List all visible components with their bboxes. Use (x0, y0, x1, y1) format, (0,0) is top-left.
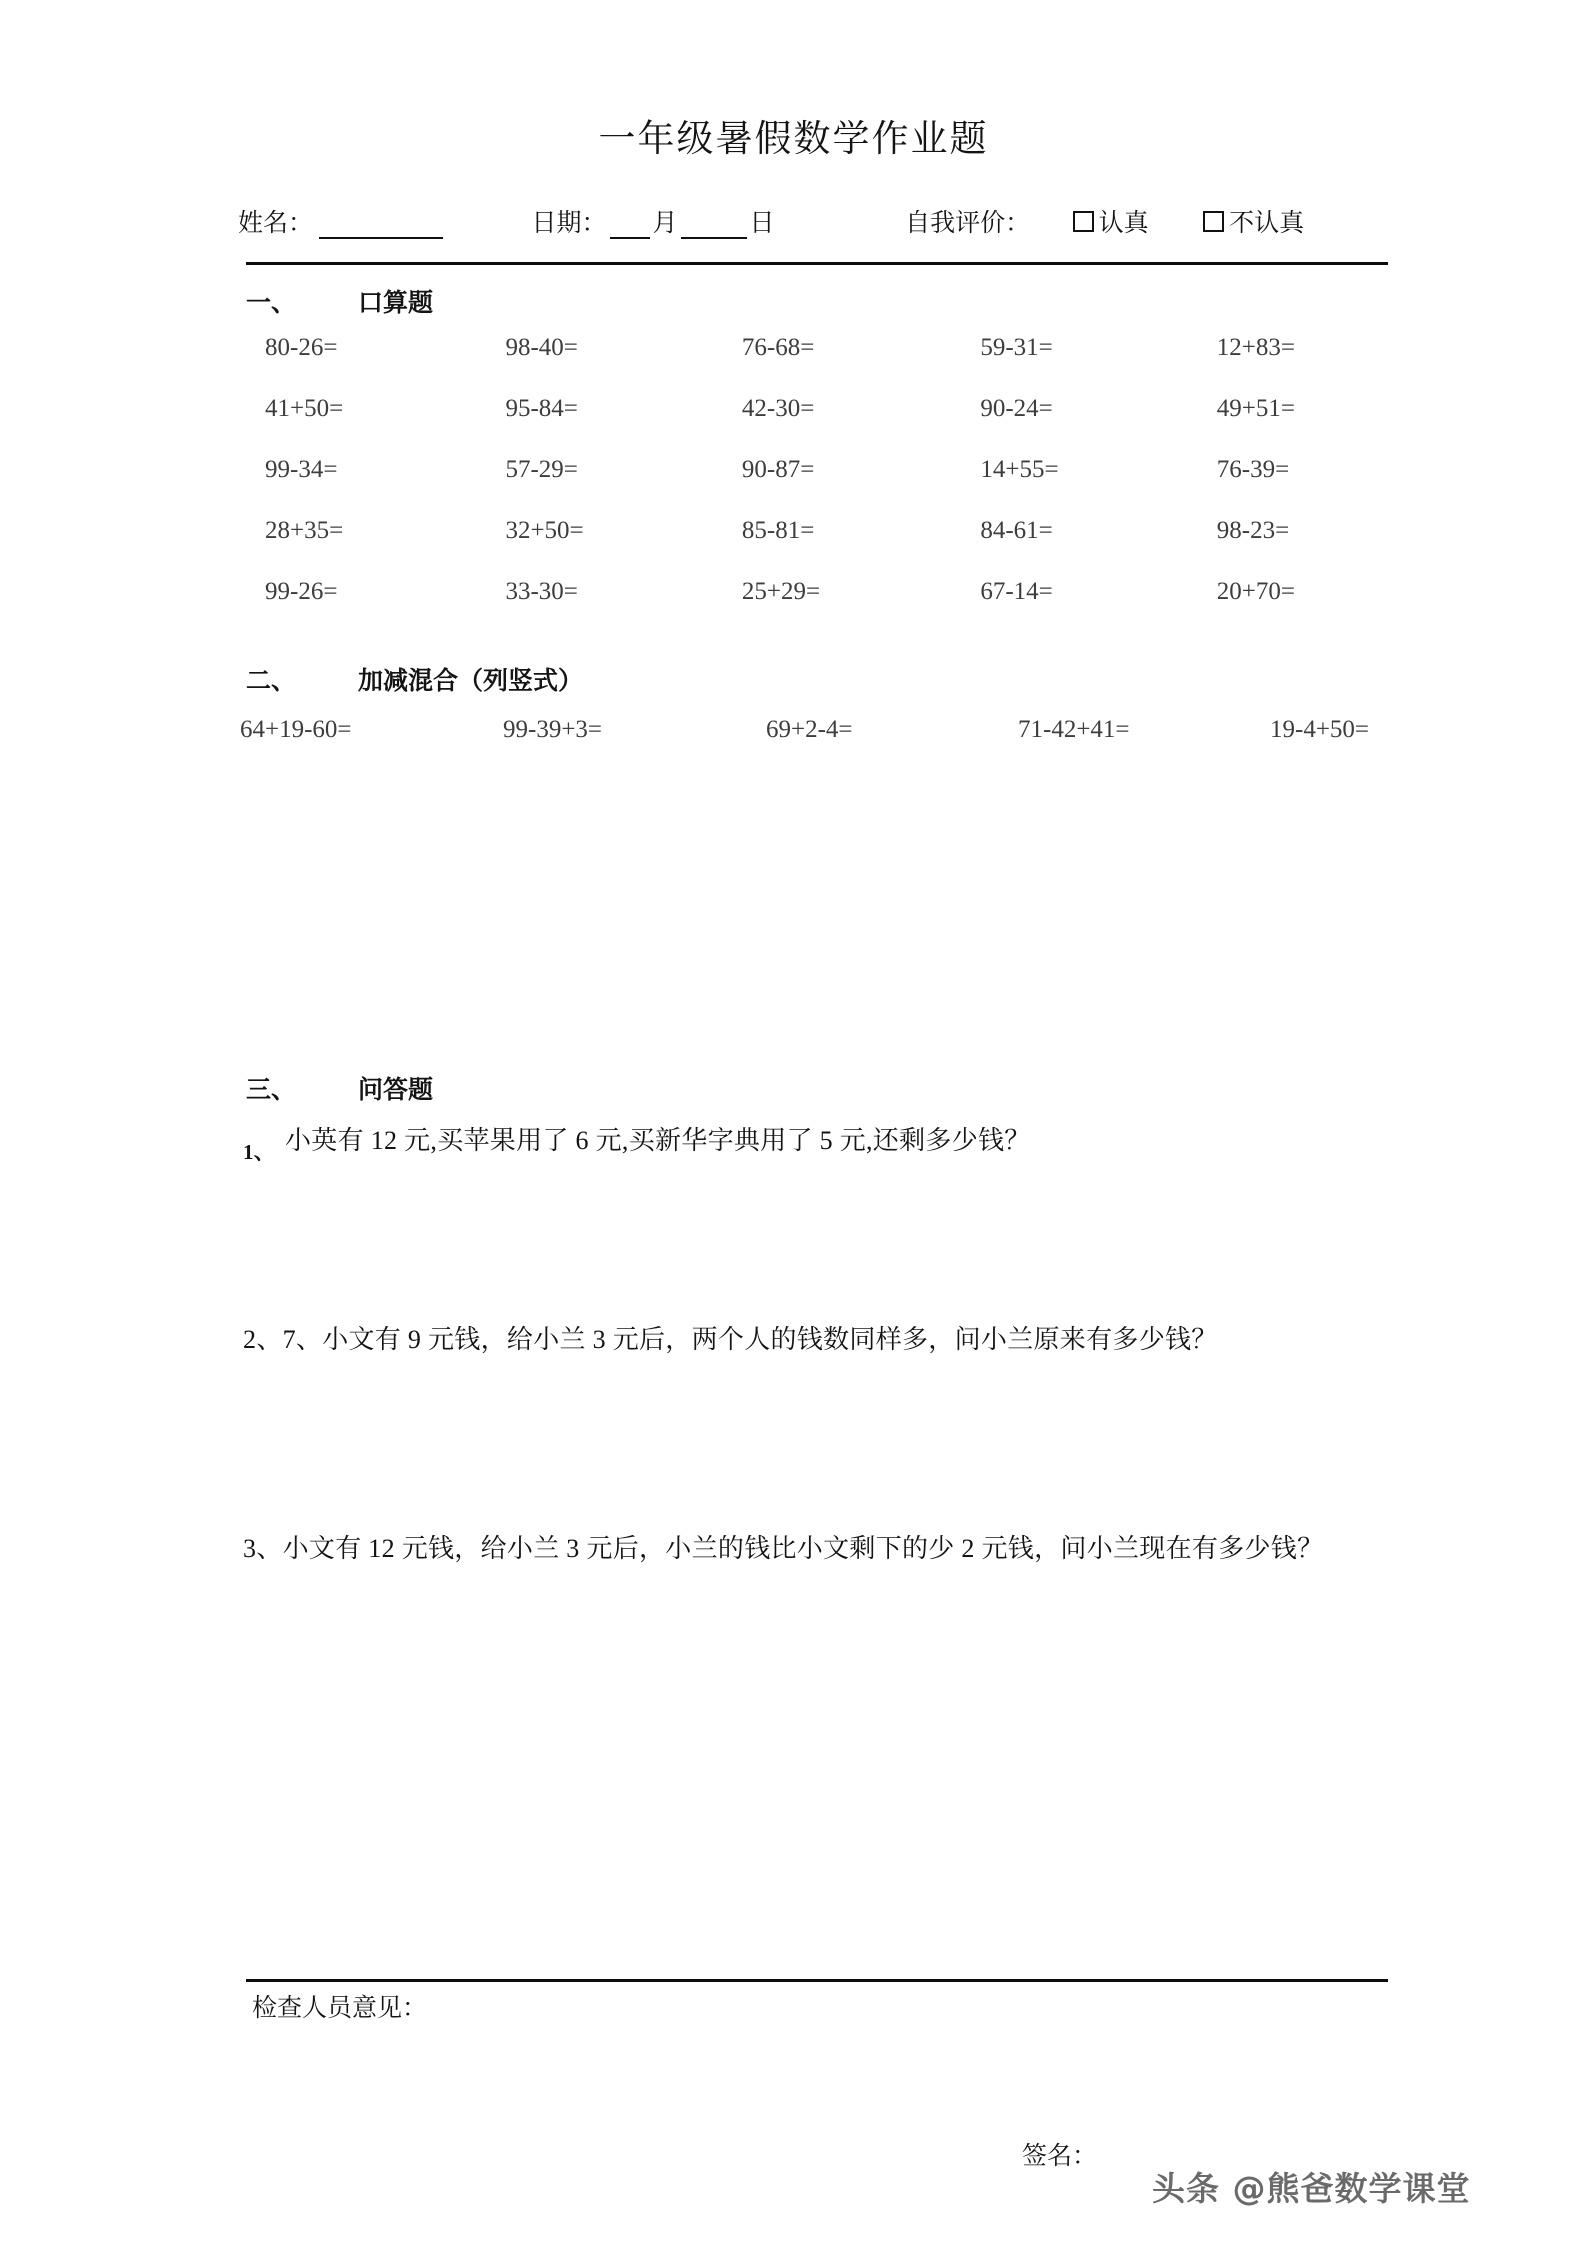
word-problem-1 (243, 1119, 1403, 1164)
checkbox-serious-icon[interactable] (1073, 211, 1094, 232)
mixed-problem: 64+19-60= (240, 716, 352, 743)
word-problem-2 (243, 1318, 1423, 1363)
word-problem-text: 3、小文有 12 元钱，给小兰 3 元后，小兰的钱比小文剩下的少 2 元钱，问小兰现在有多少钱？ (243, 1534, 1324, 1563)
oral-problem: 12+83= (1216, 334, 1295, 361)
option-serious-label: 认真 (1098, 210, 1149, 237)
mixed-problem: 69+2-4= (766, 716, 853, 743)
oral-problem: 98-40= (505, 334, 578, 361)
mixed-arithmetic-row (240, 716, 1390, 744)
oral-problem: 33-30= (505, 578, 578, 605)
header-divider (246, 262, 1388, 265)
oral-problem: 76-68= (741, 334, 815, 361)
oral-problem: 42-30= (741, 395, 815, 422)
date-label: 日期： (531, 210, 607, 237)
oral-arithmetic-grid (255, 334, 1295, 606)
section-heading-word-problems (246, 1070, 433, 1106)
name-label: 姓名： (238, 210, 314, 237)
watermark: 头条 @熊爸数学课堂 (1152, 2169, 1471, 2208)
oral-problem: 20+70= (1216, 578, 1295, 605)
checkbox-not-serious-icon[interactable] (1203, 211, 1224, 232)
oral-problem: 67-14= (980, 578, 1053, 605)
oral-problem: 99-26= (265, 578, 338, 605)
month-unit-label: 月 (652, 210, 678, 237)
oral-problem: 25+29= (741, 578, 821, 605)
option-not-serious-label: 不认真 (1229, 210, 1305, 237)
word-problem-index: 1、 (243, 1140, 276, 1164)
oral-problem: 90-87= (741, 456, 815, 483)
section-title: 加减混合（列竖式） (358, 668, 584, 695)
section-title: 口算题 (358, 290, 434, 317)
header-meta-row (238, 203, 1348, 239)
section-number: 二、 (246, 668, 297, 695)
oral-problem: 99-34= (265, 456, 338, 483)
oral-problem: 41+50= (265, 395, 344, 422)
mixed-problem: 99-39+3= (503, 716, 603, 743)
signature-label: 签名： (1022, 2143, 1098, 2170)
self-eval-label: 自我评价： (905, 210, 1031, 237)
oral-problem: 59-31= (980, 334, 1053, 361)
oral-problem: 32+50= (505, 517, 584, 544)
oral-problem: 95-84= (505, 395, 578, 422)
oral-problem: 57-29= (505, 456, 578, 483)
oral-problem: 90-24= (980, 395, 1053, 422)
month-input-line[interactable] (610, 218, 650, 239)
oral-problem: 80-26= (265, 334, 338, 361)
section-number: 一、 (246, 290, 297, 317)
oral-problem: 76-39= (1216, 456, 1290, 483)
oral-problem: 14+55= (980, 456, 1059, 483)
day-unit-label: 日 (749, 210, 775, 237)
mixed-problem: 19-4+50= (1270, 716, 1370, 743)
word-problem-text: 小英有 12 元,买苹果用了 6 元,买新华字典用了 5 元,还剩多少钱？ (285, 1126, 1031, 1155)
oral-problem: 28+35= (265, 517, 344, 544)
mixed-problem: 71-42+41= (1018, 716, 1130, 743)
checker-opinion-label: 检查人员意见： (252, 1995, 428, 2022)
section-heading-mixed (246, 661, 583, 697)
word-problem-3 (243, 1527, 1403, 1572)
page-title: 一年级暑假数学作业题 (598, 119, 989, 160)
footer-divider (246, 1979, 1388, 1982)
section-number: 三、 (246, 1077, 297, 1104)
word-problem-text: 2、7、小文有 9 元钱，给小兰 3 元后，两个人的钱数同样多，问小兰原来有多少钱？ (243, 1325, 1218, 1354)
oral-problem: 84-61= (980, 517, 1053, 544)
section-heading-oral (246, 283, 433, 319)
name-input-line[interactable] (319, 218, 443, 239)
oral-problem: 98-23= (1216, 517, 1290, 544)
day-input-line[interactable] (681, 218, 747, 239)
oral-problem: 85-81= (741, 517, 815, 544)
section-title: 问答题 (358, 1077, 434, 1104)
oral-problem: 49+51= (1216, 395, 1295, 422)
